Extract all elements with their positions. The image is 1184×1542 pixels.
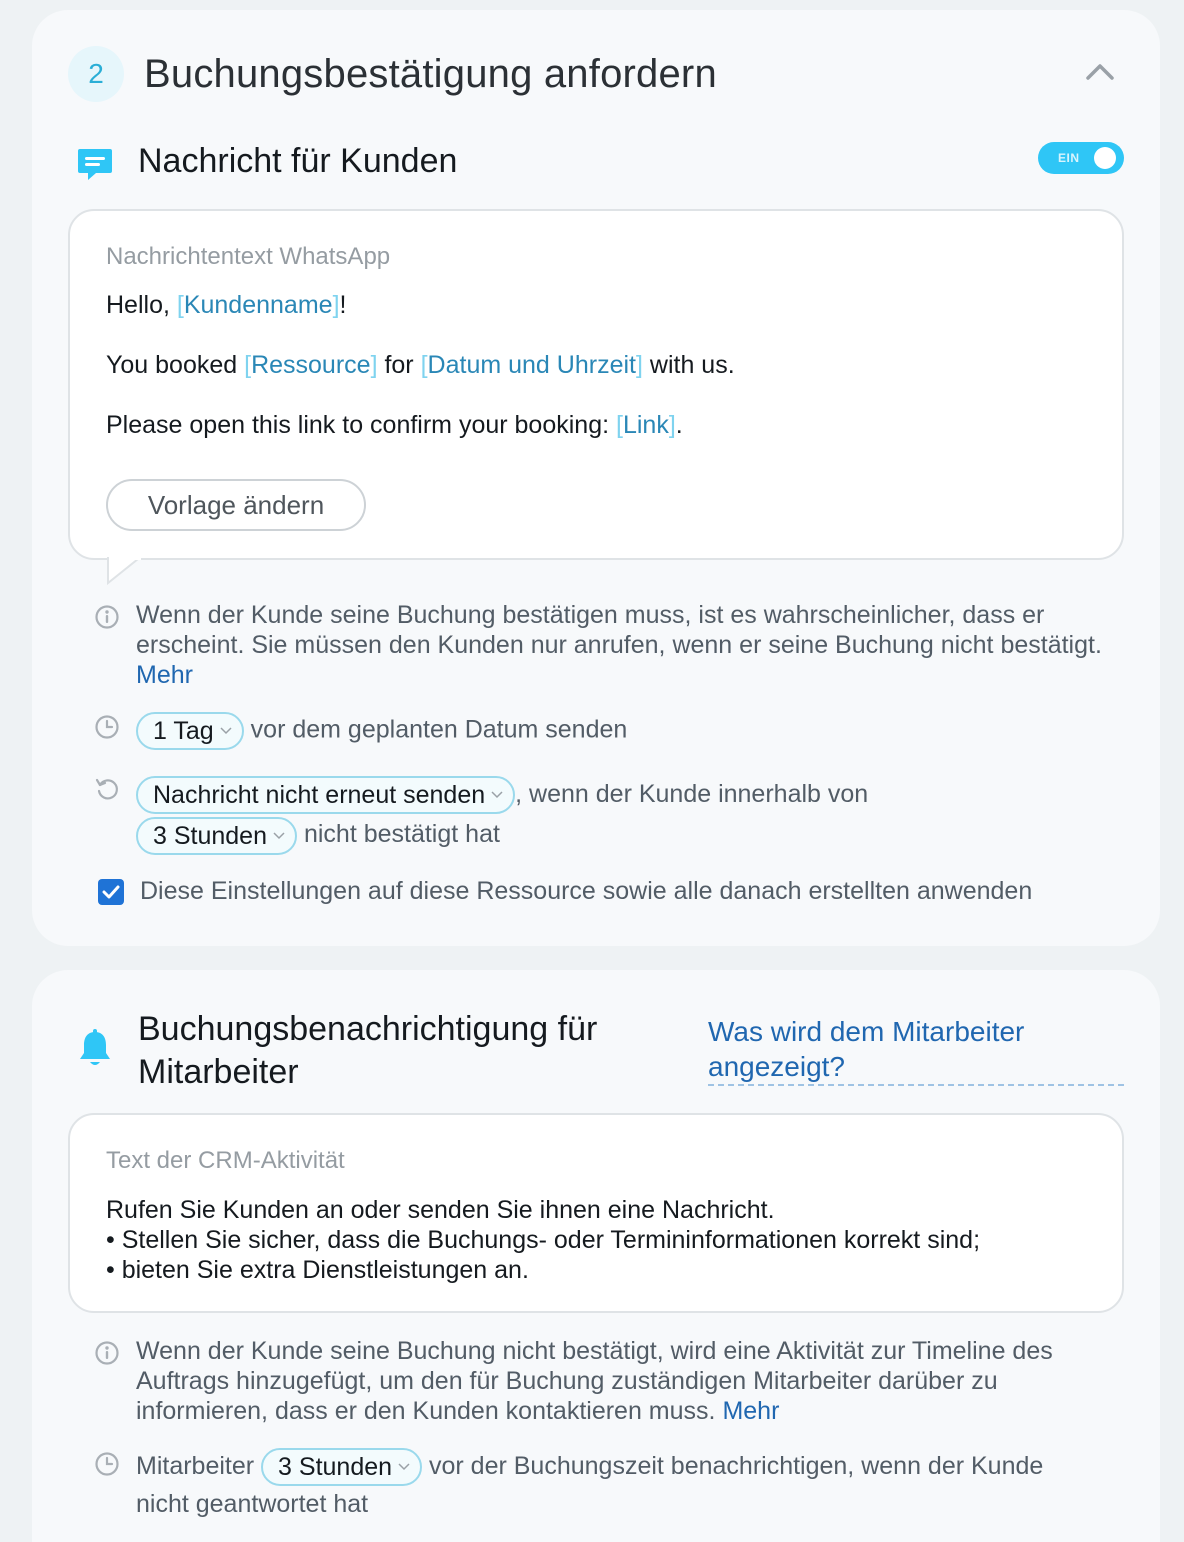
info-icon — [94, 1340, 120, 1366]
change-template-button[interactable]: Vorlage ändern — [106, 479, 366, 531]
toggle-knob — [1094, 147, 1116, 169]
more-link[interactable]: Mehr — [136, 661, 193, 689]
employee-info-text: Wenn der Kunde seine Buchung nicht bestätigt, wird eine Aktivität zur Timeline des Auftrags hinzugefügt, um den für Buchung zuständigen Mitarbeiter darüber zu informieren, dass er den Kunden kontaktieren muss. Mehr — [136, 1337, 1053, 1425]
step-number: 2 — [68, 46, 124, 102]
chevron-up-icon[interactable] — [1084, 60, 1116, 84]
apply-settings-checkbox[interactable] — [98, 879, 124, 905]
crm-activity-box — [68, 1113, 1124, 1313]
resend-text: Nachricht nicht erneut senden , wenn der Kunde innerhalb von 3 Stunden nicht bestätigt hat — [136, 774, 1036, 855]
chevron-down-icon — [398, 1463, 410, 1471]
clock-icon — [94, 1451, 120, 1477]
employee-notification-title: Buchungsbenachrichtigung für Mitarbeiter — [138, 1010, 598, 1091]
employee-notify-text: Mitarbeiter 3 Stunden vor der Buchungszeit benachrichtigen, wenn der Kunde nicht geantwortet hat — [136, 1448, 1096, 1522]
message-line-link: Please open this link to confirm your booking: [Link]. — [106, 411, 683, 439]
message-box-label: Nachrichtentext WhatsApp — [106, 243, 391, 270]
variable-resource[interactable]: [Ressource] — [244, 351, 378, 379]
crm-box-label: Text der CRM-Aktivität — [106, 1147, 345, 1174]
crm-line: • bieten Sie extra Dienstleistungen an. — [106, 1256, 529, 1284]
variable-customer-name[interactable]: [Kundenname] — [176, 291, 340, 319]
employee-notify-select[interactable]: 3 Stunden — [261, 1448, 422, 1486]
chevron-down-icon — [273, 832, 285, 840]
customer-message-title: Nachricht für Kunden — [138, 142, 458, 180]
variable-date-time[interactable]: [Datum und Uhrzeit] — [420, 351, 643, 379]
resend-select[interactable]: Nachricht nicht erneut senden — [136, 776, 515, 814]
section-title: Buchungsbestätigung anfordern — [144, 52, 717, 96]
chevron-down-icon — [220, 727, 232, 735]
employee-preview-link[interactable]: Was wird dem Mitarbeiter angezeigt? — [708, 1014, 1124, 1086]
crm-line: Rufen Sie Kunden an oder senden Sie ihnen eine Nachricht. — [106, 1196, 775, 1224]
message-text-box — [68, 209, 1124, 560]
booking-confirmation-card — [32, 10, 1160, 946]
customer-message-toggle[interactable] — [1038, 142, 1124, 174]
chevron-down-icon — [491, 791, 503, 799]
variable-link[interactable]: [Link] — [616, 411, 676, 439]
crm-activity-text — [106, 1195, 980, 1285]
clock-icon — [94, 714, 120, 740]
more-link[interactable]: Mehr — [722, 1397, 780, 1425]
crm-line: • Stellen Sie sicher, dass die Buchungs- oder Termininformationen korrekt sind; — [106, 1226, 981, 1254]
chat-bubble-icon — [76, 146, 114, 184]
customer-info-text: Wenn der Kunde seine Buchung bestätigen muss, ist es wahrscheinlicher, dass er erscheint. Sie müssen den Kunden nur anrufen, wenn er seine Buchung nicht bestätigt. Mehr — [136, 601, 1102, 689]
refresh-icon — [94, 776, 120, 802]
employee-notification-card — [32, 970, 1160, 1542]
send-timing-text: 1 Tag vor dem geplanten Datum senden — [136, 712, 627, 750]
info-icon — [94, 604, 120, 630]
send-timing-select[interactable]: 1 Tag — [136, 712, 244, 750]
speech-bubble-tail — [106, 557, 142, 587]
resend-duration-select[interactable]: 3 Stunden — [136, 817, 297, 855]
bell-icon — [76, 1028, 114, 1070]
message-line-booking: You booked [Ressource] for [Datum und Uhrzeit] with us. — [106, 351, 735, 379]
apply-settings-label[interactable]: Diese Einstellungen auf diese Ressource sowie alle danach erstellten anwenden — [140, 877, 1033, 905]
toggle-label: EIN — [1058, 151, 1080, 165]
message-line-greeting: Hello, [Kundenname]! — [106, 291, 347, 319]
checkmark-icon — [98, 879, 124, 905]
